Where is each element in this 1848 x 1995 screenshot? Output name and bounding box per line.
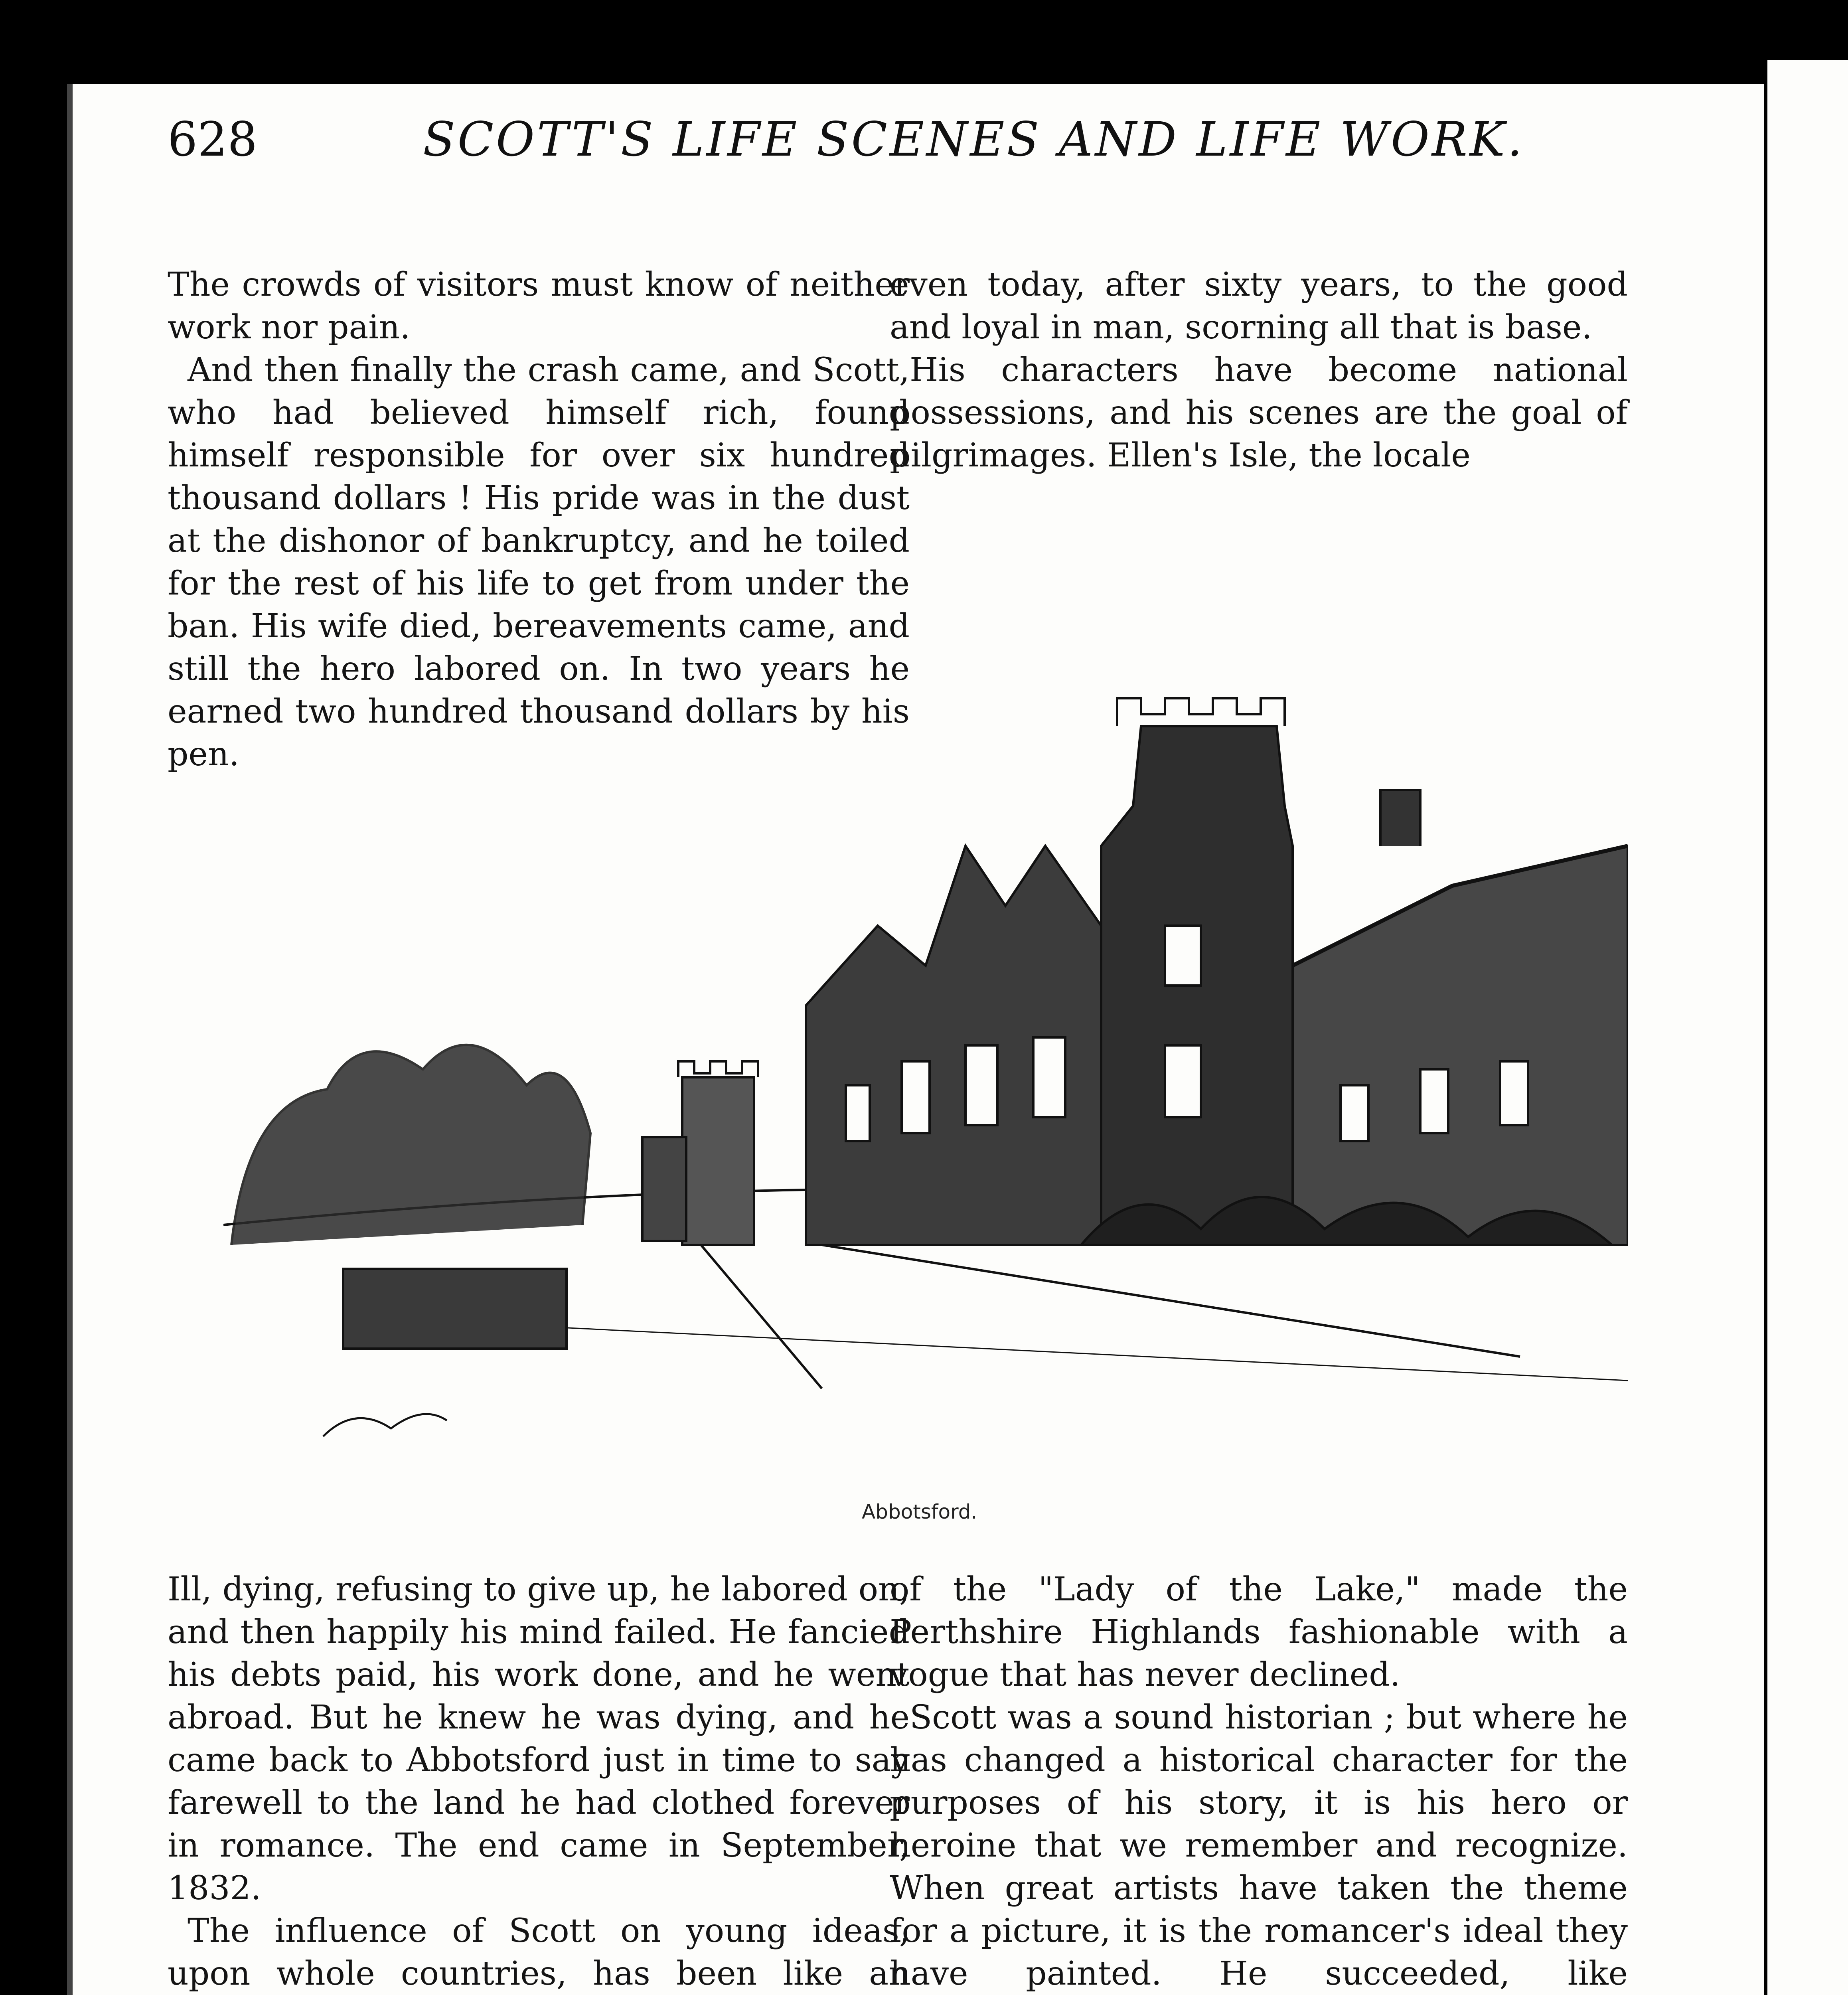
illustration-caption: Abbotsford. [862, 1500, 977, 1523]
paragraph: Scott was a sound historian ; but where he has changed a historical character for the purposes of his story, it is his hero or heroine that we remember and recognize. When great artists have taken the theme for a picture, it is the romancer's ideal they have painted. He succeeded, like [890, 1699, 1628, 1993]
bottom-left-column [168, 1568, 910, 1995]
paragraph: Ill, dying, refusing to give up, he labored on, and then happily his mind failed. He fancied his debts paid, his work done, and he went abroad. But he knew he was dying, and he came back to Abbotsford just in time to say farewell to the land he had clothed forever in romance. The end came in September, 1832. [168, 1570, 910, 1907]
adjacent-page-edge [1767, 60, 1848, 1995]
bottom-right-column [890, 1568, 1628, 1995]
running-title: SCOTT'S LIFE SCENES AND LIFE WORK. [423, 112, 1525, 167]
top-right-column [890, 263, 1628, 477]
paragraph: The influence of Scott on young ideas, upon whole countries, has been like an [168, 1912, 910, 1993]
paragraph: of the "Lady of the Lake," made the Perthshire Highlands fashionable with a vogue that has never declined. [890, 1570, 1628, 1694]
paragraph: And then finally the crash came, and Scott, who had believed himself rich, found himself responsible for over six hundred thousand dollars ! His pride was in the dust at the dishonor of bankruptcy, and he toiled for the rest of his life to get from under the ban. His wife died, bereavements came, and still the hero labored on. In two years he earned two hundred thousand dollars by his pen. [168, 351, 910, 773]
paragraph: His characters have become national possessions, and his scenes are the goal of pilgrimages. Ellen's Isle, the locale [890, 351, 1628, 474]
paragraph: even today, after sixty years, to the good and loyal in man, scorning all that is base. [890, 266, 1628, 346]
abbotsford-illustration [223, 567, 1628, 1476]
page-header [168, 100, 1525, 184]
paragraph: The crowds of visitors must know of neither work nor pain. [168, 266, 910, 346]
page-number: 628 [168, 112, 258, 167]
